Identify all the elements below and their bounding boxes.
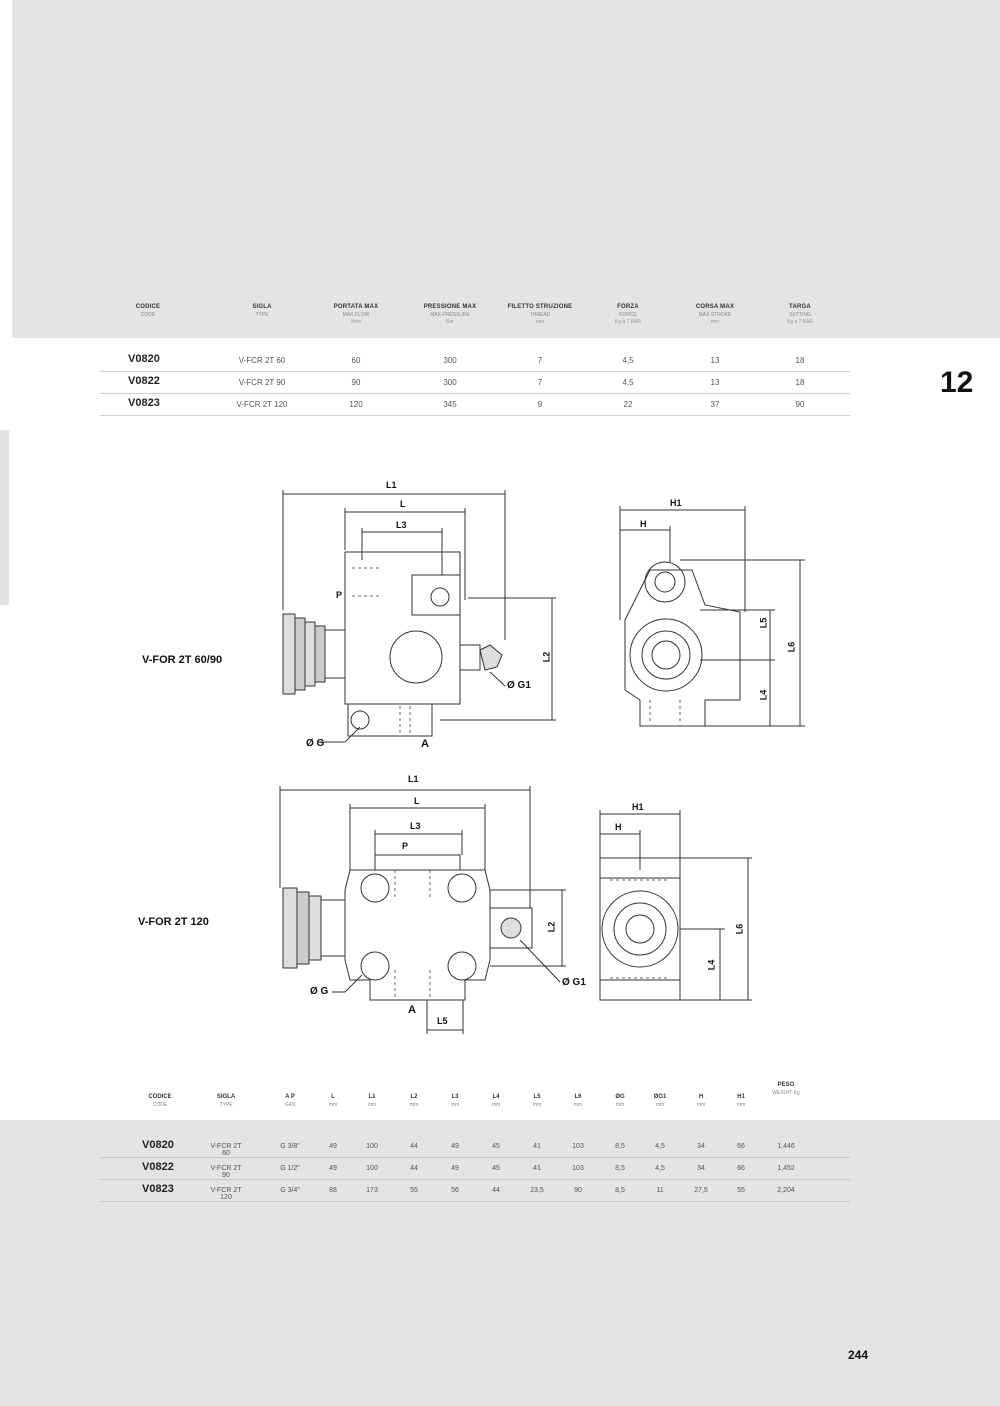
drawing1-side-view xyxy=(620,506,805,726)
table2-header-text: mm xyxy=(696,1102,706,1108)
table2-cell: 173 xyxy=(366,1187,378,1194)
table1-cell: V-FCR 2T 120 xyxy=(236,400,288,409)
table2-header-text: ØG1 xyxy=(653,1094,667,1100)
dim2-H1: H1 xyxy=(632,802,644,812)
table1-header-text: CODE xyxy=(140,312,156,318)
table1-cell: 18 xyxy=(795,356,805,365)
drawing2-side-view xyxy=(600,810,752,1000)
drawing1-title: V-FOR 2T 60/90 xyxy=(142,654,223,666)
table2-header-text: L2 xyxy=(410,1094,418,1100)
table2-header-text: A P xyxy=(285,1094,295,1100)
table1-header-text: MAX STROKE xyxy=(698,312,732,318)
table1-header-text: mm xyxy=(535,319,545,325)
dim-L6: L6 xyxy=(786,641,797,653)
table2-cell: 41 xyxy=(533,1143,541,1150)
dim2-L5: L5 xyxy=(437,1016,448,1026)
table1-header-text: Bar xyxy=(446,319,454,325)
table2-cell: 100 xyxy=(366,1143,378,1150)
table1-header-text: l/min xyxy=(350,319,362,325)
table2-header-text: WEIGHT Kg xyxy=(772,1090,800,1096)
table2-header-text: L4 xyxy=(492,1094,500,1100)
table1-cell: V0820 xyxy=(128,353,160,365)
chapter-number: 12 xyxy=(940,366,974,399)
table2-header-cell xyxy=(206,1094,246,1108)
table2-header-cell xyxy=(270,1094,310,1108)
table2-header-text: mm xyxy=(615,1102,625,1108)
table2-header-text: mm xyxy=(655,1102,665,1108)
dim-L2: L2 xyxy=(541,651,552,663)
table1-cell: 345 xyxy=(443,400,457,409)
table2-row xyxy=(100,1180,850,1202)
table2-cell: 8,5 xyxy=(615,1165,625,1172)
table2-header-text: CODICE xyxy=(148,1094,172,1100)
table2-cell: 103 xyxy=(572,1143,584,1150)
table2-cell: 66 xyxy=(737,1143,745,1150)
table1-cell: 37 xyxy=(710,400,720,409)
table2-cell: 56 xyxy=(451,1187,459,1194)
table2-cell: 23,5 xyxy=(530,1187,544,1194)
table2-cell: 4,5 xyxy=(655,1165,665,1172)
table1-header-text: TARGA xyxy=(789,304,811,310)
dim2-G1: Ø G1 xyxy=(562,977,586,988)
table1-header-text: FORZA xyxy=(617,304,639,310)
table2-cell: 100 xyxy=(366,1165,378,1172)
table2-cell: V-FCR 2T 120 xyxy=(210,1187,242,1201)
table1-cell: 9 xyxy=(537,400,543,409)
table2-row xyxy=(100,1158,850,1180)
table1-cell: 300 xyxy=(443,378,457,387)
table1-cell: 120 xyxy=(349,400,363,409)
table1-header-text: SIGLA xyxy=(252,304,272,310)
dim-L1: L1 xyxy=(386,480,397,490)
table1-cell: 4,5 xyxy=(622,378,634,387)
table1-cell: 300 xyxy=(443,356,457,365)
table2-cell: 45 xyxy=(492,1165,500,1172)
table2-header-cell xyxy=(517,1094,557,1108)
table2-cell: 45 xyxy=(492,1143,500,1150)
table1-header-text: mm xyxy=(710,319,720,325)
table2-header-text: TYPE xyxy=(219,1102,233,1108)
table1-cell: 13 xyxy=(710,378,720,387)
dim-H1: H1 xyxy=(670,498,682,508)
table2-header-text: mm xyxy=(450,1102,460,1108)
table2-cell: G 3/4" xyxy=(280,1187,300,1194)
table1-cell: 90 xyxy=(351,378,361,387)
table2-cell: 11 xyxy=(656,1187,664,1194)
dim2-H: H xyxy=(615,822,622,832)
table2-header-text: mm xyxy=(328,1102,338,1108)
table2-cell: V0823 xyxy=(142,1183,174,1195)
table1-header-text: CORSA MAX xyxy=(695,304,735,310)
table2-cell: G 1/2" xyxy=(280,1165,300,1172)
table2-cell: 1,452 xyxy=(777,1165,795,1172)
dim2-L: L xyxy=(414,796,420,806)
table1-cell: 90 xyxy=(795,400,805,409)
table1-cell: 7 xyxy=(537,356,543,365)
table1-header-text: Kg a 7 BAR xyxy=(786,319,814,325)
table2-cell: V0820 xyxy=(142,1139,174,1151)
table2-header-text: mm xyxy=(367,1102,377,1108)
dim2-L6: L6 xyxy=(734,923,745,935)
table2-cell: 90 xyxy=(574,1187,582,1194)
table2-cell: 49 xyxy=(451,1165,459,1172)
table2-cell: 49 xyxy=(329,1143,337,1150)
table2-header-cell xyxy=(721,1094,761,1108)
table2-cell: 8,5 xyxy=(615,1187,625,1194)
table1-header-text: THREAD xyxy=(529,312,551,318)
table1-cell: 7 xyxy=(537,378,543,387)
table1-header-text: TYPE xyxy=(255,312,269,318)
table2-cell: 27,5 xyxy=(694,1187,708,1194)
dim-L4: L4 xyxy=(758,689,769,701)
table2-cell: V-FCR 2T 90 xyxy=(210,1165,242,1179)
dim2-P: P xyxy=(402,841,409,851)
table2-header-text: mm xyxy=(532,1102,542,1108)
dim-H: H xyxy=(640,519,647,529)
table2-header-text: SIGLA xyxy=(216,1094,236,1100)
table2-cell: 55 xyxy=(737,1187,745,1194)
table2-cell: G 3/8" xyxy=(280,1143,300,1150)
dim-L5: L5 xyxy=(758,617,769,629)
table2-header-cell xyxy=(313,1094,353,1108)
table2-header-text: mm xyxy=(409,1102,419,1108)
table2-cell: 49 xyxy=(451,1143,459,1150)
table1-cell: 18 xyxy=(795,378,805,387)
table2-cell: 8,5 xyxy=(615,1143,625,1150)
table2-header-text: mm xyxy=(491,1102,501,1108)
table2-header-cell xyxy=(600,1094,640,1108)
table1-cell: V0822 xyxy=(128,375,160,387)
table2-header-cell xyxy=(558,1094,598,1108)
table2-header-text: GAS xyxy=(284,1102,296,1108)
dim2-L2: L2 xyxy=(546,921,557,933)
table2-cell: 49 xyxy=(329,1165,337,1172)
table2-cell: 44 xyxy=(410,1143,418,1150)
table1-cell: V0823 xyxy=(128,397,160,409)
table2-cell: 66 xyxy=(737,1165,745,1172)
table1-cell: V-FCR 2T 60 xyxy=(238,356,286,365)
table1-header-text: Kg a 7 BAR xyxy=(614,319,642,325)
table2-cell: V0822 xyxy=(142,1161,174,1173)
table1-header-text: FORCE xyxy=(619,312,637,318)
table2-cell: 34 xyxy=(697,1143,705,1150)
dim2-G: Ø G xyxy=(310,986,329,997)
table2-header-cell xyxy=(476,1094,516,1108)
dim-P: P xyxy=(336,590,343,600)
table2-header-text: L5 xyxy=(533,1094,541,1100)
dim2-A: A xyxy=(408,1004,416,1016)
table2-cell: 88 xyxy=(329,1187,337,1194)
table2-header-text: L3 xyxy=(451,1094,459,1100)
table2-header-cell xyxy=(435,1094,475,1108)
table2-cell: 34 xyxy=(697,1165,705,1172)
table2-cell: V-FCR 2T 60 xyxy=(210,1143,242,1157)
table1-header-text: MAX FLOW xyxy=(342,312,370,318)
dim-L: L xyxy=(400,499,406,509)
table1-cell: 22 xyxy=(623,400,633,409)
table2-header-cell xyxy=(140,1094,180,1108)
table2-row xyxy=(100,1136,850,1158)
table2-header-cell xyxy=(681,1094,721,1108)
drawing2-title: V-FOR 2T 120 xyxy=(138,916,209,928)
dim-G1: Ø G1 xyxy=(507,680,531,691)
table2-header-cell xyxy=(766,1082,806,1096)
table2-header-cell xyxy=(394,1094,434,1108)
dim2-L1: L1 xyxy=(408,774,419,784)
table2-cell: 55 xyxy=(410,1187,418,1194)
dim2-L3: L3 xyxy=(410,821,421,831)
table2-header-text: L xyxy=(331,1094,335,1100)
table2-cell: 2,204 xyxy=(777,1187,795,1194)
table1-cell: V-FCR 2T 90 xyxy=(238,378,286,387)
table1-cell: 60 xyxy=(351,356,361,365)
table2-header-text: ØG xyxy=(615,1094,625,1100)
table2-cell: 4,5 xyxy=(655,1143,665,1150)
table1-header-text: SETTING xyxy=(789,312,811,318)
table2-header-text: L1 xyxy=(368,1094,376,1100)
table1-header-text: CODICE xyxy=(135,304,161,310)
dim2-L4: L4 xyxy=(706,959,717,971)
table2-cell: 41 xyxy=(533,1165,541,1172)
table2-header-text: H xyxy=(698,1094,704,1100)
table2-cell: 1,446 xyxy=(777,1143,795,1150)
dim-G: Ø G xyxy=(306,738,325,749)
table1-header-text: MAX PRESSURE xyxy=(430,312,470,318)
table1-cell: 13 xyxy=(710,356,720,365)
table2-header-text: mm xyxy=(573,1102,583,1108)
table2-header-text: H1 xyxy=(737,1094,745,1100)
table2-header-cell xyxy=(640,1094,680,1108)
table2-header-text: CODE xyxy=(152,1102,168,1108)
table2-header-cell xyxy=(352,1094,392,1108)
table1-header-text: PORTATA MAX xyxy=(333,304,379,310)
table1-header-text: FILETTO STRUZIONE xyxy=(507,304,573,310)
table2-header-text: PESO xyxy=(777,1082,795,1088)
table2-header-text: L6 xyxy=(574,1094,582,1100)
dim-A: A xyxy=(421,738,429,750)
table1-header-text: PRESSIONE MAX xyxy=(423,304,477,310)
table2-cell: 103 xyxy=(572,1165,584,1172)
table2-header-text: mm xyxy=(736,1102,746,1108)
page-number: 244 xyxy=(848,1348,869,1362)
table2-cell: 44 xyxy=(492,1187,500,1194)
dim-L3: L3 xyxy=(396,520,407,530)
table1-cell: 4,5 xyxy=(622,356,634,365)
table2-cell: 44 xyxy=(410,1165,418,1172)
drawing1-front-view xyxy=(283,490,556,742)
